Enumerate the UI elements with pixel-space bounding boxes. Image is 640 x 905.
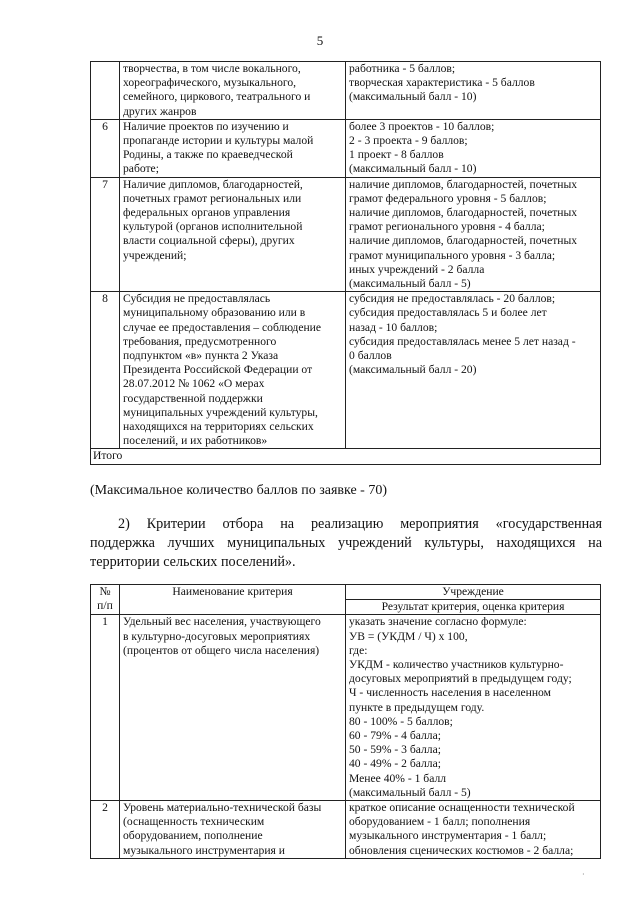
criterion-line: оборудованием, пополнение [123, 829, 263, 843]
criterion-cell [120, 292, 346, 449]
table-row [91, 62, 601, 120]
header-institution: Учреждение [346, 585, 600, 600]
paragraph-line: поддержка лучших муниципальных учреждений культуры, находящихся на [90, 535, 602, 551]
row-number-cell: 1 [91, 615, 120, 801]
header-num-line: п/п [97, 599, 113, 613]
score-cell [346, 177, 601, 292]
criterion-line: Президента Российской Федерации от [123, 363, 313, 377]
criterion-line: власти социальной сферы), других [123, 234, 295, 248]
score-line: грамот регионального уровня - 4 балла; [349, 220, 545, 234]
score-line: Ч - численность населения в населенном [349, 686, 551, 700]
criterion-line: (оснащенность техническим [123, 815, 265, 829]
criterion-line: находящихся на территориях сельских [123, 420, 314, 434]
score-line: субсидия не предоставлялась - 20 баллов; [349, 292, 556, 306]
score-line: пункте в предыдущем году. [349, 700, 485, 714]
header-institution-cell [346, 585, 601, 615]
criterion-line: Уровень материально-технической базы [123, 801, 322, 815]
scan-mark: · [582, 870, 585, 879]
criterion-line: почетных грамот региональных или [123, 191, 302, 205]
criteria-table-2 [90, 584, 601, 859]
criterion-line: Субсидия не предоставлялась [123, 292, 271, 306]
total-label: Итого [91, 449, 601, 464]
table-row [91, 801, 601, 859]
max-score-note: (Максимальное количество баллов по заявке - 70) [90, 483, 387, 498]
criterion-line: творчества, в том числе вокального, [123, 62, 301, 75]
score-cell [346, 62, 601, 120]
score-line: творческая характеристика - 5 баллов [349, 76, 535, 90]
header-result: Результат критерия, оценка критерия [381, 600, 565, 614]
criterion-line: хореографического, музыкального, [123, 76, 297, 90]
criterion-cell [120, 62, 346, 120]
table-header-row [91, 585, 601, 615]
score-line: грамот федерального уровня - 5 баллов; [349, 191, 547, 205]
score-line: УВ = (УКДМ / Ч) х 100, [349, 629, 468, 643]
criterion-line: в культурно-досуговых мероприятиях [123, 629, 311, 643]
criterion-line: требования, предусмотренного [123, 334, 277, 348]
score-line: 0 баллов [349, 349, 392, 363]
score-cell [346, 801, 601, 859]
header-name: Наименование критерия [172, 585, 293, 598]
criterion-line: Родины, а также по краеведческой [123, 148, 293, 162]
score-line: 50 - 59% - 3 балла; [349, 743, 441, 757]
page-number: 5 [316, 33, 324, 48]
header-num-line: № [99, 585, 111, 598]
score-line: наличие дипломов, благодарностей, почетных [349, 234, 578, 248]
criterion-line: Наличие проектов по изучению и [123, 119, 289, 133]
table-row [91, 119, 601, 177]
criterion-cell [120, 801, 346, 859]
criteria-table-1 [90, 61, 601, 465]
row-number-cell: 2 [91, 801, 120, 859]
score-line: оборудованием - 1 балл; пополнения [349, 815, 531, 829]
score-line: 60 - 79% - 4 балла; [349, 729, 441, 743]
criterion-line: Удельный вес населения, участвующего [123, 615, 321, 629]
criterion-line: муниципальных учреждений культуры, [123, 405, 318, 419]
row-number-cell: 8 [91, 292, 120, 449]
score-line: УКДМ - количество участников культурно- [349, 658, 564, 672]
score-line: (максимальный балл - 10) [349, 162, 477, 176]
paragraph-line: территории сельских поселений». [90, 554, 296, 570]
criterion-line: подпунктом «в» пункта 2 Указа [123, 349, 279, 363]
table-row [91, 615, 601, 801]
score-line: грамот муниципального уровня - 3 балла; [349, 248, 556, 262]
score-line: 2 - 3 проекта - 9 баллов; [349, 134, 468, 148]
score-line: музыкального инструментария - 1 балл; [349, 829, 547, 843]
header-name-cell [120, 585, 346, 615]
score-line: (максимальный балл - 20) [349, 363, 477, 377]
score-line: 1 проект - 8 баллов [349, 148, 444, 162]
score-line: наличие дипломов, благодарностей, почетных [349, 177, 578, 191]
criterion-line: государственной поддержки [123, 391, 263, 405]
row-number-cell [91, 62, 120, 120]
score-line: где: [349, 643, 368, 657]
total-row [91, 449, 601, 464]
score-line: 40 - 49% - 2 балла; [349, 757, 441, 771]
criterion-line: поселений, и их работников» [123, 434, 268, 448]
criterion-cell [120, 615, 346, 801]
criterion-line: Наличие дипломов, благодарностей, [123, 177, 303, 191]
criterion-line: культурой (органов исполнительной [123, 220, 303, 234]
score-line: (максимальный балл - 10) [349, 90, 477, 104]
score-line: обновления сценических костюмов - 2 балла; [349, 843, 574, 857]
score-cell [346, 292, 601, 449]
criterion-line: 28.07.2012 № 1062 «О мерах [123, 377, 265, 391]
score-line: Менее 40% - 1 балл [349, 771, 447, 785]
criterion-line: других жанров [123, 104, 197, 118]
header-num-cell [91, 585, 120, 615]
score-line: наличие дипломов, благодарностей, почетных [349, 206, 578, 220]
score-cell [346, 615, 601, 801]
score-line: иных учреждений - 2 балла [349, 262, 485, 276]
criterion-line: семейного, циркового, театрального и [123, 90, 311, 104]
criterion-cell [120, 119, 346, 177]
score-line: 80 - 100% - 5 баллов; [349, 714, 453, 728]
paragraph-line: 2) Критерии отбора на реализацию мероприятия «государственная [118, 516, 602, 532]
criterion-line: работе; [123, 162, 159, 176]
score-line: назад - 10 баллов; [349, 320, 438, 334]
criterion-line: муниципальному образованию или в [123, 306, 306, 320]
criterion-line: (процентов от общего числа населения) [123, 643, 320, 657]
criterion-line: случае ее предоставления – соблюдение [123, 320, 322, 334]
row-number-cell: 6 [91, 119, 120, 177]
section-paragraph [90, 515, 602, 572]
criterion-line: федеральных органов управления [123, 206, 291, 220]
table-row [91, 292, 601, 449]
score-line: субсидия предоставлялась 5 и более лет [349, 306, 547, 320]
score-line: указать значение согласно формуле: [349, 615, 527, 629]
table-row [91, 177, 601, 292]
score-line: краткое описание оснащенности технической [349, 801, 575, 815]
criterion-line: пропаганде истории и культуры малой [123, 134, 314, 148]
score-line: (максимальный балл - 5) [349, 277, 471, 291]
score-cell [346, 119, 601, 177]
criterion-line: учреждений; [123, 248, 187, 262]
score-line: (максимальный балл - 5) [349, 785, 471, 799]
row-number-cell: 7 [91, 177, 120, 292]
score-line: работника - 5 баллов; [349, 62, 456, 75]
score-line: субсидия предоставлялась менее 5 лет назад - [349, 334, 576, 348]
score-line: более 3 проектов - 10 баллов; [349, 119, 495, 133]
criterion-line: музыкального инструментария и [123, 843, 285, 857]
score-line: досуговых мероприятий в предыдущем году; [349, 672, 572, 686]
criterion-cell [120, 177, 346, 292]
